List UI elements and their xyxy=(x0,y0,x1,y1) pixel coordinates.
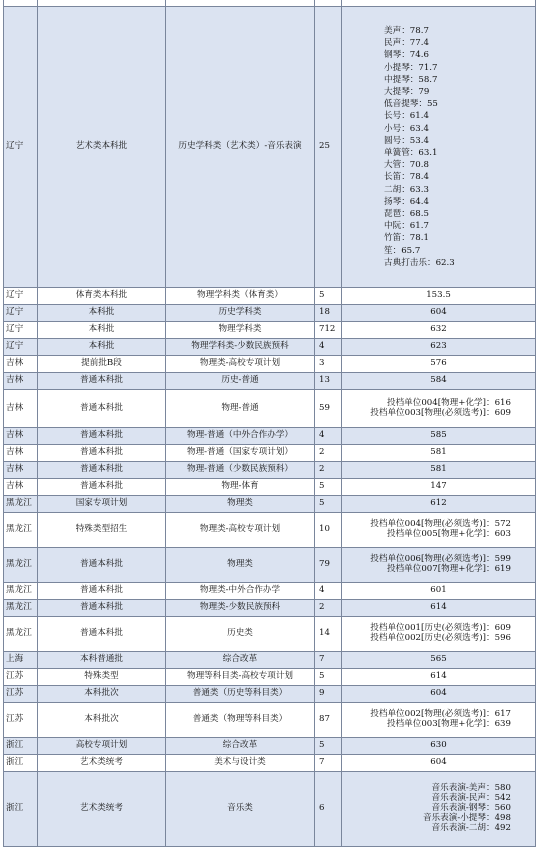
score-line: 中阮：61.7 xyxy=(384,221,429,232)
score-line: 623 xyxy=(430,341,447,352)
batch-cell: 艺术类统考 xyxy=(38,772,166,847)
score-line: 投档单位004[物理(必须选考)]：572 xyxy=(370,519,511,530)
province-cell: 辽宁 xyxy=(4,288,38,305)
score-line: 投档单位007[物理+化学]：619 xyxy=(386,564,511,574)
score-line: 大提琴：79 xyxy=(384,86,430,97)
category-cell: 历史学科类（艺术类）-音乐表演 xyxy=(166,7,315,288)
table-row xyxy=(4,305,536,322)
province-cell: 浙江 xyxy=(4,738,38,755)
plan-count-cell: 13 xyxy=(315,373,342,390)
score-cell xyxy=(342,288,536,305)
batch-cell: 特殊类型招生 xyxy=(38,513,166,548)
score-cell xyxy=(342,7,536,288)
province-cell: 吉林 xyxy=(4,373,38,390)
score-line: 音乐表演-美声：580 xyxy=(431,783,511,794)
batch-cell: 普通本科批 xyxy=(38,462,166,479)
province-cell: 辽宁 xyxy=(4,322,38,339)
province-cell: 吉林 xyxy=(4,445,38,462)
province-cell: 吉林 xyxy=(4,479,38,496)
score-cell xyxy=(342,669,536,686)
province-cell: 吉林 xyxy=(4,390,38,428)
table-row xyxy=(4,322,536,339)
score-cell xyxy=(342,583,536,600)
score-line: 音乐表演-钢琴：560 xyxy=(431,803,511,814)
score-cell xyxy=(342,462,536,479)
table-row xyxy=(4,738,536,755)
batch-cell: 国家专项计划 xyxy=(38,496,166,513)
category-cell: 物理等科目类-高校专项计划 xyxy=(166,669,315,686)
score-line: 投档单位005[物理+化学]：603 xyxy=(386,529,511,539)
province-cell: 浙江 xyxy=(4,755,38,772)
plan-count-cell: 3 xyxy=(315,356,342,373)
score-line: 投档单位002[物理(必须选考)]：617 xyxy=(370,709,511,720)
province-cell: 江苏 xyxy=(4,703,38,738)
batch-cell: 本科批次 xyxy=(38,686,166,703)
table-row xyxy=(4,356,536,373)
batch-cell: 本科批 xyxy=(38,339,166,356)
table-row xyxy=(4,669,536,686)
category-cell: 综合改革 xyxy=(166,652,315,669)
category-cell: 物理学科类 xyxy=(166,322,315,339)
score-cell xyxy=(342,686,536,703)
category-cell: 物理-体育 xyxy=(166,479,315,496)
score-line: 585 xyxy=(430,430,447,441)
plan-count-cell: 4 xyxy=(315,583,342,600)
score-cell xyxy=(342,428,536,445)
batch-cell: 普通本科批 xyxy=(38,479,166,496)
score-line: 投档单位006[物理(必须选考)]：599 xyxy=(370,554,511,565)
plan-count-cell: 5 xyxy=(315,496,342,513)
score-cell xyxy=(342,652,536,669)
score-line: 古典打击乐：62.3 xyxy=(384,257,455,268)
score-cell xyxy=(342,772,536,847)
plan-count-cell: 10 xyxy=(315,513,342,548)
score-line: 604 xyxy=(430,757,447,768)
table-row xyxy=(4,772,536,847)
province-cell: 江苏 xyxy=(4,669,38,686)
batch-cell: 艺术类本科批 xyxy=(38,7,166,288)
score-line: 中提琴：58.7 xyxy=(384,74,438,85)
table-row xyxy=(4,652,536,669)
score-line: 投档单位003[物理+化学]：639 xyxy=(386,719,511,729)
batch-cell: 普通本科批 xyxy=(38,583,166,600)
category-cell: 物理类 xyxy=(166,496,315,513)
batch-cell: 普通本科批 xyxy=(38,445,166,462)
score-cell xyxy=(342,703,536,738)
table-row xyxy=(4,479,536,496)
province-cell: 黑龙江 xyxy=(4,548,38,583)
score-cell xyxy=(342,600,536,617)
plan-count-cell: 87 xyxy=(315,703,342,738)
province-cell: 上海 xyxy=(4,652,38,669)
score-line: 音乐表演-二胡：492 xyxy=(431,822,511,833)
plan-count-cell: 2 xyxy=(315,600,342,617)
table-row xyxy=(4,755,536,772)
score-line: 581 xyxy=(430,447,447,458)
batch-cell: 普通本科批 xyxy=(38,428,166,445)
category-cell: 历史学科类 xyxy=(166,305,315,322)
table-row xyxy=(4,445,536,462)
category-cell: 物理类-高校专项计划 xyxy=(166,356,315,373)
plan-count-cell: 25 xyxy=(315,7,342,288)
score-cell xyxy=(342,373,536,390)
province-cell: 吉林 xyxy=(4,428,38,445)
score-line: 笙：65.7 xyxy=(384,245,421,256)
plan-count-cell: 7 xyxy=(315,652,342,669)
score-cell xyxy=(342,755,536,772)
score-cell xyxy=(342,356,536,373)
batch-cell: 高校专项计划 xyxy=(38,738,166,755)
category-cell: 普通类（历史等科目类） xyxy=(166,686,315,703)
plan-count-cell: 4 xyxy=(315,428,342,445)
batch-cell: 本科普通批 xyxy=(38,652,166,669)
score-cell xyxy=(342,390,536,428)
table-row xyxy=(4,339,536,356)
batch-cell: 提前批B段 xyxy=(38,356,166,373)
score-line: 630 xyxy=(430,740,447,751)
score-line: 614 xyxy=(430,671,447,682)
score-line: 单簧管：63.1 xyxy=(384,148,438,158)
score-line: 民声：77.4 xyxy=(384,38,429,49)
batch-cell: 体育类本科批 xyxy=(38,288,166,305)
plan-count-cell: 5 xyxy=(315,669,342,686)
score-line: 扬琴：64.4 xyxy=(384,196,429,207)
score-line: 长笛：78.4 xyxy=(384,172,429,183)
batch-cell: 艺术类统考 xyxy=(38,755,166,772)
score-cell xyxy=(342,445,536,462)
plan-count-cell: 4 xyxy=(315,339,342,356)
score-cell xyxy=(342,305,536,322)
category-cell: 历史-普通 xyxy=(166,373,315,390)
score-line: 美声：78.7 xyxy=(384,25,429,36)
province-cell: 辽宁 xyxy=(4,7,38,288)
score-line: 147 xyxy=(430,481,447,492)
score-cell xyxy=(342,738,536,755)
score-line: 音乐表演-民声：542 xyxy=(431,793,511,804)
category-cell: 物理学科类（体育类） xyxy=(166,288,315,305)
province-cell: 浙江 xyxy=(4,772,38,847)
score-line: 604 xyxy=(430,307,447,318)
score-line: 钢琴：74.6 xyxy=(384,50,429,61)
score-line: 581 xyxy=(430,464,447,475)
table-row xyxy=(4,462,536,479)
score-line: 竹笛：78.1 xyxy=(384,233,429,244)
plan-count-cell: 712 xyxy=(315,322,342,339)
category-cell: 美术与设计类 xyxy=(166,755,315,772)
category-cell: 物理类-中外合作办学 xyxy=(166,583,315,600)
score-line: 音乐表演-小提琴：498 xyxy=(422,812,511,823)
score-line: 投档单位001[历史(必须选考)]：609 xyxy=(370,623,511,634)
score-line: 584 xyxy=(430,375,447,386)
plan-count-cell: 9 xyxy=(315,686,342,703)
score-cell xyxy=(342,513,536,548)
batch-cell: 普通本科批 xyxy=(38,548,166,583)
table-row xyxy=(4,583,536,600)
score-line: 601 xyxy=(430,585,447,596)
score-line: 612 xyxy=(430,498,447,509)
plan-count-cell: 5 xyxy=(315,288,342,305)
batch-cell: 本科批次 xyxy=(38,703,166,738)
score-line: 圆号：53.4 xyxy=(384,135,429,146)
batch-cell: 普通本科批 xyxy=(38,390,166,428)
table-row xyxy=(4,496,536,513)
province-cell: 吉林 xyxy=(4,462,38,479)
batch-cell: 普通本科批 xyxy=(38,617,166,652)
score-line: 632 xyxy=(430,324,447,335)
category-cell: 音乐类 xyxy=(166,772,315,847)
category-cell: 物理类-少数民族预科 xyxy=(166,600,315,617)
category-cell: 普通类（物理等科目类） xyxy=(166,703,315,738)
category-cell: 物理-普通（中外合作办学） xyxy=(166,428,315,445)
score-line: 长号：61.4 xyxy=(384,111,429,122)
table-row xyxy=(4,548,536,583)
province-cell: 辽宁 xyxy=(4,339,38,356)
score-cell xyxy=(342,548,536,583)
batch-cell: 普通本科批 xyxy=(38,373,166,390)
plan-count-cell: 14 xyxy=(315,617,342,652)
admission-scores-table xyxy=(3,0,536,847)
province-cell: 黑龙江 xyxy=(4,513,38,548)
score-line: 投档单位002[历史(必须选考)]：596 xyxy=(370,633,511,643)
province-cell: 辽宁 xyxy=(4,305,38,322)
score-line: 投档单位004[物理+化学]：616 xyxy=(386,397,511,408)
province-cell: 黑龙江 xyxy=(4,600,38,617)
province-cell: 黑龙江 xyxy=(4,496,38,513)
score-line: 153.5 xyxy=(426,290,451,301)
province-cell: 吉林 xyxy=(4,356,38,373)
score-cell xyxy=(342,496,536,513)
table-row xyxy=(4,600,536,617)
score-cell xyxy=(342,479,536,496)
table-row xyxy=(4,428,536,445)
plan-count-cell: 5 xyxy=(315,479,342,496)
score-line: 565 xyxy=(430,654,447,665)
table-row xyxy=(4,373,536,390)
category-cell: 物理学科类-少数民族预科 xyxy=(166,339,315,356)
score-line: 投档单位003[物理(必须选考)]：609 xyxy=(370,407,511,418)
category-cell: 物理-普通（少数民族预科） xyxy=(166,462,315,479)
score-cell xyxy=(342,322,536,339)
category-cell: 物理-普通 xyxy=(166,390,315,428)
category-cell: 历史类 xyxy=(166,617,315,652)
score-line: 614 xyxy=(430,602,447,613)
plan-count-cell: 18 xyxy=(315,305,342,322)
batch-cell: 特殊类型 xyxy=(38,669,166,686)
category-cell: 物理-普通（国家专项计划） xyxy=(166,445,315,462)
plan-count-cell: 2 xyxy=(315,445,342,462)
category-cell: 综合改革 xyxy=(166,738,315,755)
score-line: 小提琴：71.7 xyxy=(384,62,438,73)
score-cell xyxy=(342,617,536,652)
plan-count-cell: 7 xyxy=(315,755,342,772)
plan-count-cell: 79 xyxy=(315,548,342,583)
score-line: 604 xyxy=(430,688,447,699)
score-line: 576 xyxy=(430,358,447,369)
batch-cell: 普通本科批 xyxy=(38,600,166,617)
plan-count-cell: 59 xyxy=(315,390,342,428)
category-cell: 物理类 xyxy=(166,548,315,583)
province-cell: 黑龙江 xyxy=(4,617,38,652)
plan-count-cell: 2 xyxy=(315,462,342,479)
table-row xyxy=(4,703,536,738)
score-line: 低音提琴：55 xyxy=(384,99,438,110)
table-body xyxy=(4,0,536,847)
score-line: 小号：63.4 xyxy=(384,123,429,134)
score-cell xyxy=(342,339,536,356)
table-row xyxy=(4,617,536,652)
plan-count-cell: 5 xyxy=(315,738,342,755)
table-row xyxy=(4,390,536,428)
score-line: 大管：70.8 xyxy=(384,160,429,171)
table-row xyxy=(4,288,536,305)
category-cell: 物理类-高校专项计划 xyxy=(166,513,315,548)
score-line: 琵琶：68.5 xyxy=(384,209,429,220)
province-cell: 黑龙江 xyxy=(4,583,38,600)
table-row xyxy=(4,7,536,288)
plan-count-cell: 6 xyxy=(315,772,342,847)
batch-cell: 本科批 xyxy=(38,305,166,322)
province-cell: 江苏 xyxy=(4,686,38,703)
table-row xyxy=(4,513,536,548)
table-row xyxy=(4,686,536,703)
batch-cell: 本科批 xyxy=(38,322,166,339)
score-line: 二胡：63.3 xyxy=(384,184,429,195)
